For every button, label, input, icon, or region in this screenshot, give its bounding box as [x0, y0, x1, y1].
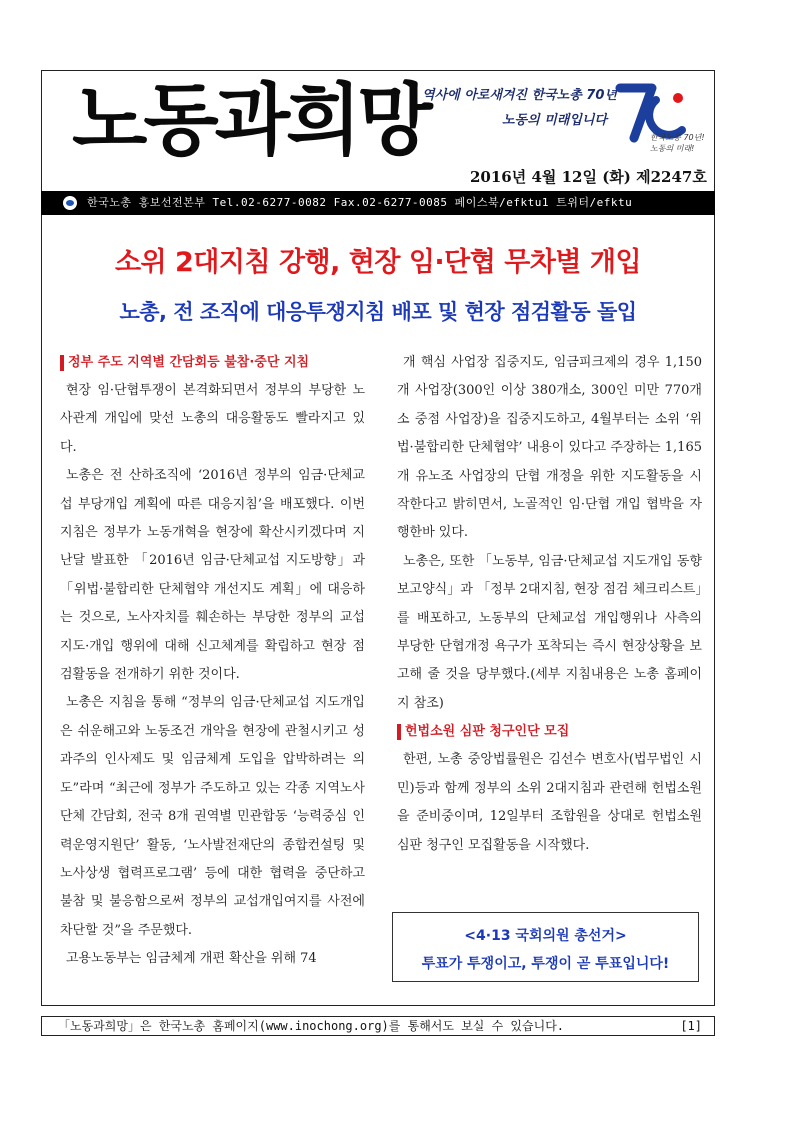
section-title-petition: 헌법소원 심판 청구인단 모집	[397, 724, 702, 740]
masthead-title: 노동과희망	[72, 75, 429, 166]
footer-text: 「노동과희망」은 한국노총 홈페이지(www.inochong.org)를 통해서도 보실 수 있습니다.	[58, 1019, 565, 1033]
page-number: [1]	[680, 1019, 702, 1033]
section-title-guidelines: 정부 주도 지역별 간담회등 불참·중단 지침	[60, 355, 365, 371]
notice-slogan: 투표가 투쟁이고, 투쟁이 곧 투표입니다!	[421, 956, 670, 972]
article-paragraph: 노총은, 또한 「노동부, 임금·단체교섭 지도개입 동향 보고양식」과 「정부 2대지침, 현장 점검 체크리스트」를 배포하고, 노동부의 단체교섭 개입행위나 사측의 부당한 단협개정 욕구가 포착되는 즉시 현장상황을 보고해 줄 것을 당부했다.(세부 지침내용은 노총 홈페이지 참조)	[397, 553, 702, 711]
emblem-caption-line-2: 노동의 미래!	[650, 144, 695, 153]
article-paragraph: 한편, 노총 중앙법률원은 김선수 변호사(법무법인 시민)등과 함께 정부의 소위 2대지침과 관련해 헌법소원을 준비중이며, 12일부터 조합원을 상대로 헌법소원 심판 청구인 모집활동을 시작했다.	[397, 752, 702, 853]
contact-info-text: 한국노총 홍보선전본부 Tel.02-6277-0082 Fax.02-6277-0085 페이스북/efktu1 트위터/efktu	[87, 196, 633, 209]
emblem-caption	[650, 132, 705, 154]
slogan-line-2: 노동의 미래입니다	[502, 113, 607, 128]
article-paragraph: 노총은 전 산하조직에 ‘2016년 정부의 임금·단체교섭 부당개입 계획에 따른 대응지침’을 배포했다. 이번 지침은 정부가 노동개혁을 현장에 확산시키겠다며 지난달 발표한 「2016년 임금·단체교섭 지도방향」과 「위법·불합리한 단체협약 개선지도 계획」에 대응하는 것으로, 노사자치를 훼손하는 부당한 정부의 교섭지도·개입 행위에 대해 신고체계를 확립하고 현장 점검활동을 전개하기 위한 것이다.	[60, 468, 365, 683]
notice-title: <4·13 국회의원 총선거>	[464, 928, 627, 944]
masthead-slogan	[422, 84, 632, 128]
election-notice-box	[392, 912, 699, 982]
union-logo-icon	[63, 196, 77, 210]
main-headline: 소위 2대지침 강행, 현장 임·단협 무차별 개입	[114, 247, 642, 278]
article-paragraph: 현장 임·단협투쟁이 본격화되면서 정부의 부당한 노사관계 개입에 맞선 노총의 대응활동도 빨라지고 있다.	[60, 383, 365, 455]
emblem-caption-line-1: 한국노총 70년!	[650, 133, 705, 142]
sub-headline: 노총, 전 조직에 대응투쟁지침 배포 및 현장 점검활동 돌입	[119, 300, 637, 324]
page-footer	[41, 1016, 715, 1036]
slogan-line-1: 역사에 아로새겨진 한국노총 70년	[422, 88, 617, 103]
article-paragraph: 고용노동부는 임금체계 개편 확산을 위해 74	[66, 951, 317, 967]
contact-infobar	[41, 191, 715, 215]
article-paragraph: 노총은 지침을 통해 “정부의 임금·단체교섭 지도개입은 쉬운해고와 노동조건 개악을 현장에 관철시키고 성과주의 인사제도 및 임금체계 도입을 압박하려는 의도”라며 “최근에 정부가 주도하고 있는 각종 지역노사단체 간담회, 전국 8개 권역별 민관합동 ‘능력중심 인력운영지원단’ 활동, ‘노사발전재단의 종합컨설팅 및 노사상생 협력프로그램’ 등에 대한 협력을 중단하고 불참 및 불응함으로써 정부의 교섭개입여지를 사전에 차단할 것”을 주문했다.	[60, 695, 365, 938]
issue-dateline: 2016년 4월 12일 (화) 제2247호	[470, 168, 707, 186]
article-left-column	[60, 349, 365, 974]
article-right-column	[397, 349, 702, 860]
article-paragraph: 개 핵심 사업장 집중지도, 임금피크제의 경우 1,150개 사업장(300인 이상 380개소, 300인 미만 770개소 중점 사업장)을 집중지도하고, 4월부터는 소위 ‘위법·불합리한 단체협약’ 내용이 있다고 주장하는 1,165개 유노조 사업장의 단협 개정을 위한 지도활동을 시작한다고 밝히면서, 노골적인 임·단협 개입 협박을 자행한바 있다.	[397, 355, 702, 541]
